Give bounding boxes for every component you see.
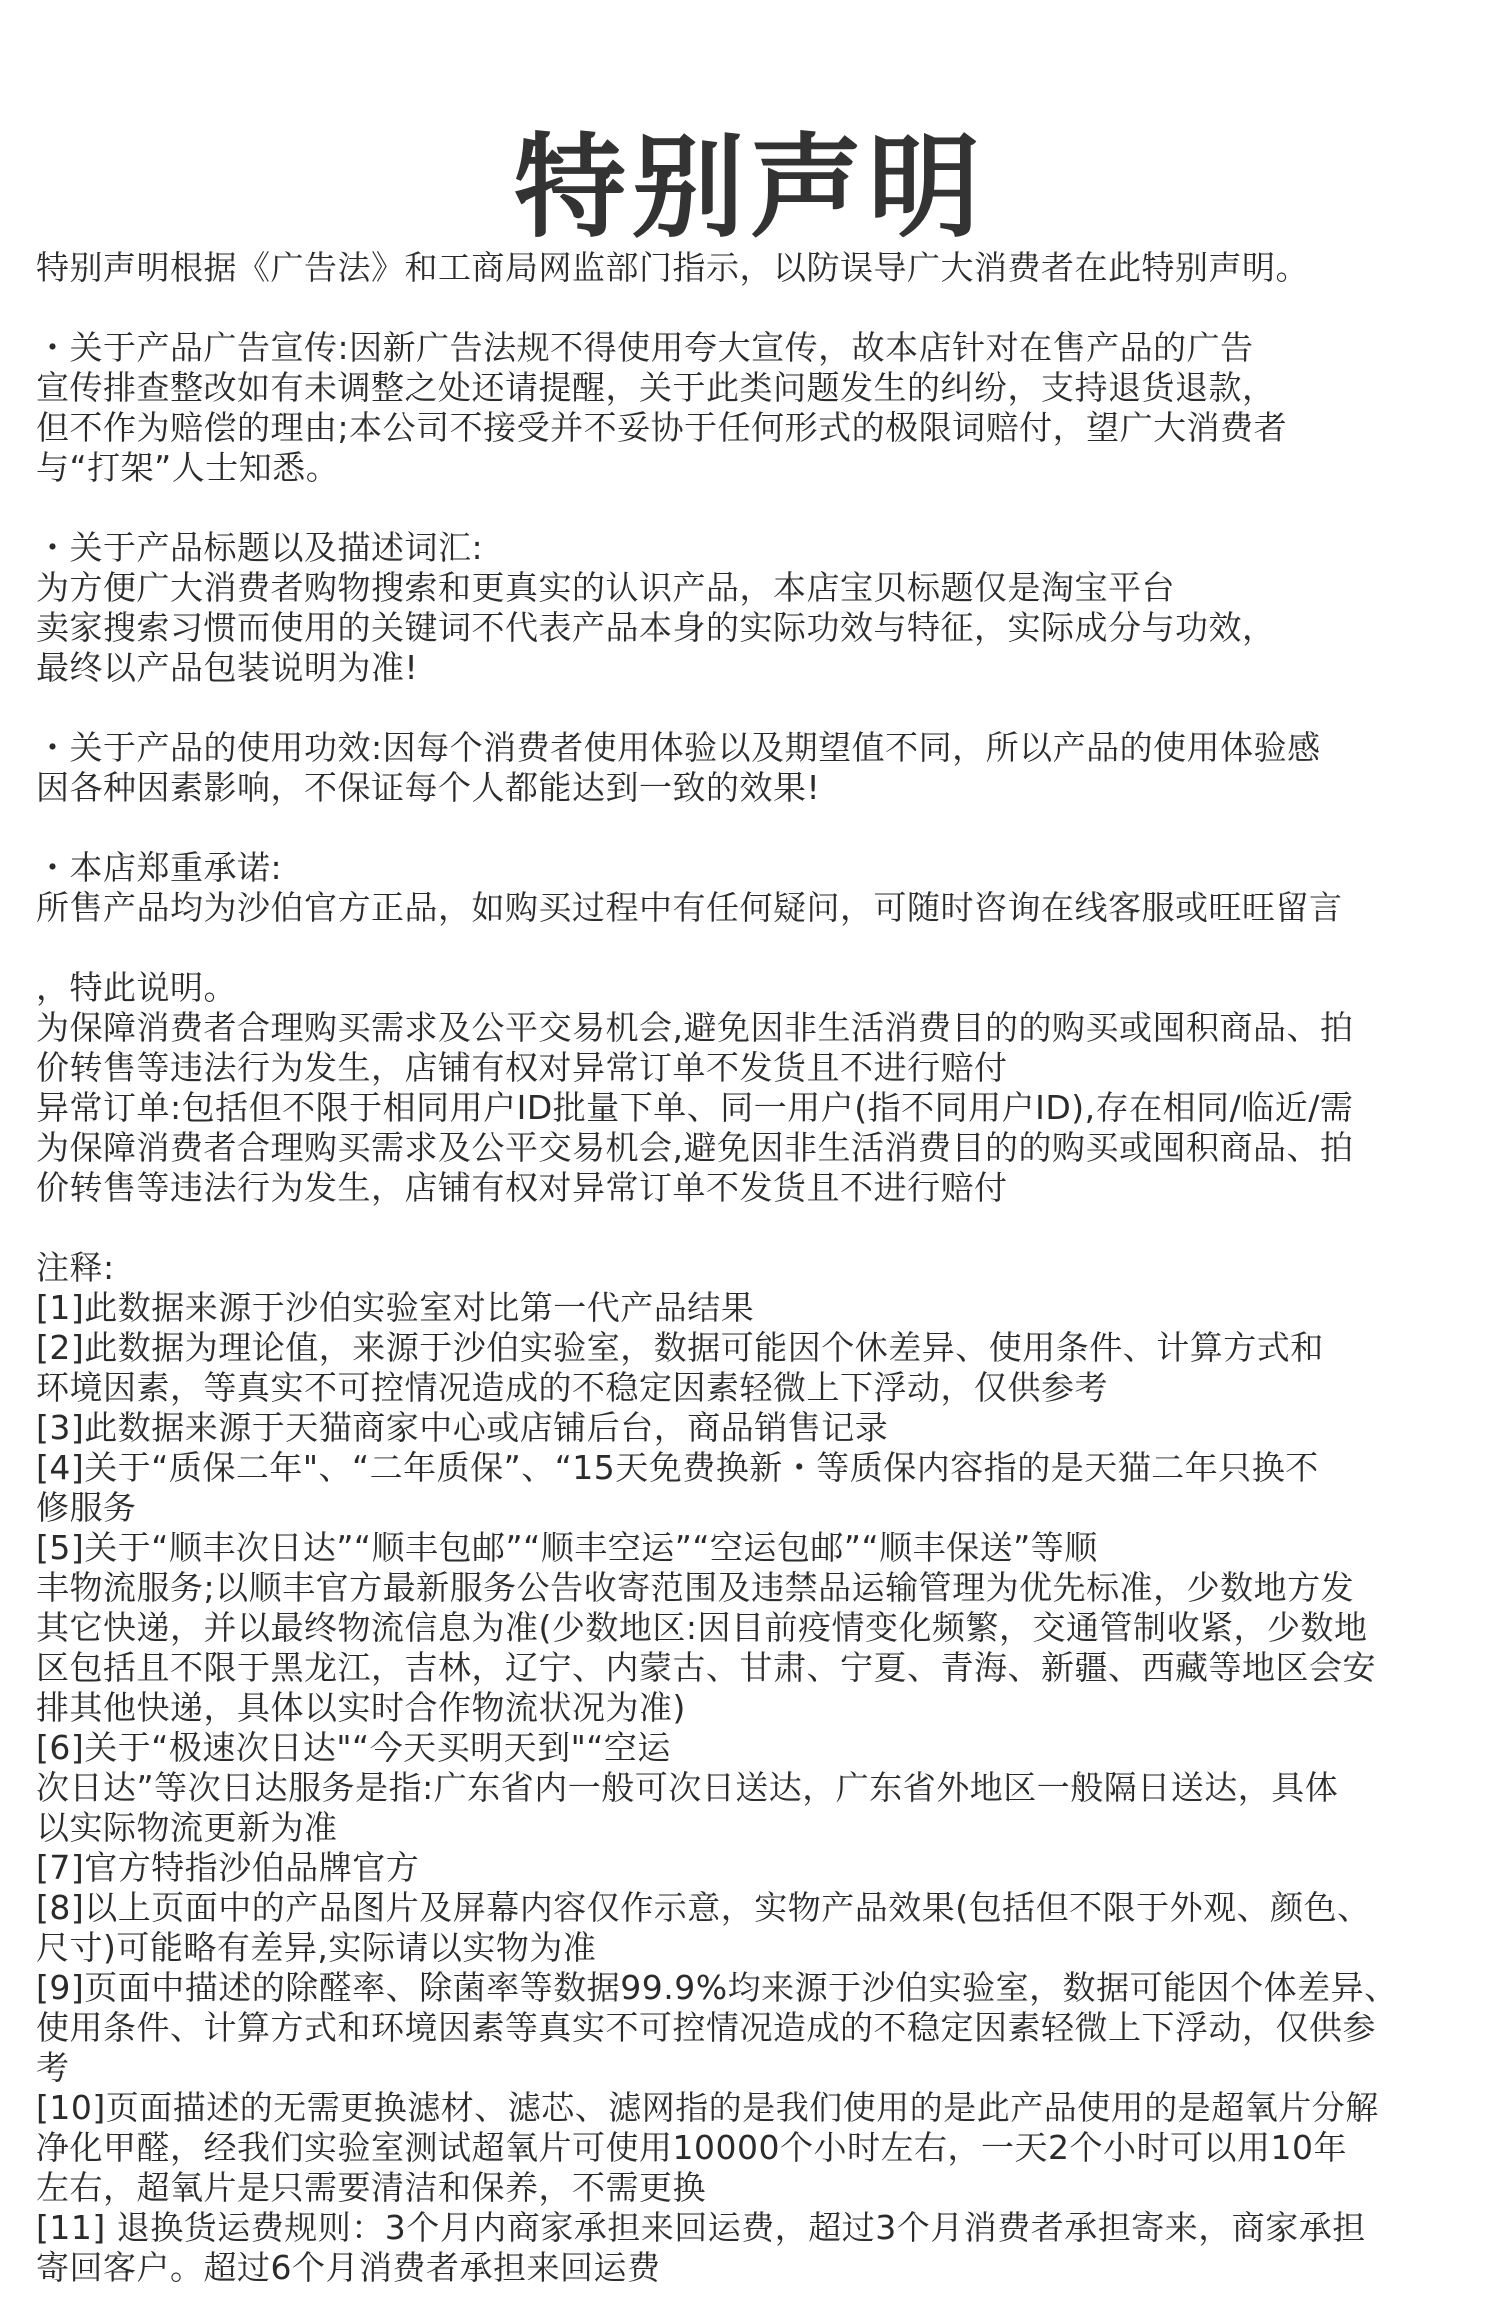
text-line: 使用条件、计算方式和环境因素等真实不可控情况造成的不稳定因素轻微上下浮动，仅供参 [36, 2008, 1376, 2047]
text-line: 所售产品均为沙伯官方正品，如购买过程中有任何疑问，可随时咨询在线客服或旺旺留言 [36, 888, 1343, 927]
text-line: 宣传排查整改如有未调整之处还请提醒，关于此类问题发生的纠纷，支持退货退款， [36, 368, 1276, 407]
text-line: 次日达”等次日达服务是指:广东省内一般可次日送达，广东省外地区一般隔日送达，具体 [36, 1768, 1339, 1807]
page-title: 特别声明 [514, 123, 986, 253]
text-line: [11] 退换货运费规则：3个月内商家承担来回运费，超过3个月消费者承担寄来，商家承担 [36, 2208, 1366, 2247]
text-line: ・本店郑重承诺: [36, 848, 283, 887]
text-line: 特别声明根据《广告法》和工商局网监部门指示，以防误导广大消费者在此特别声明。 [36, 248, 1309, 287]
text-line: [4]关于“质保二年"、“二年质保”、“15天免费换新・等质保内容指的是天猫二年只换不 [36, 1448, 1319, 1487]
text-line: 价转售等违法行为发生，店铺有权对异常订单不发货且不进行赔付 [36, 1168, 1008, 1207]
text-line: 左右，超氧片是只需要清洁和保养，不需更换 [36, 2168, 706, 2207]
text-line: ・关于产品的使用功效:因每个消费者使用体验以及期望值不同，所以产品的使用体验感 [36, 728, 1321, 767]
text-line: [5]关于“顺丰次日达”“顺丰包邮”“顺丰空运”“空运包邮”“顺丰保送”等顺 [36, 1528, 1098, 1567]
text-line: 因各种因素影响，不保证每个人都能达到一致的效果! [36, 768, 821, 807]
blank-line [36, 288, 1476, 328]
text-line: 卖家搜索习惯而使用的关键词不代表产品本身的实际功效与特征，实际成分与功效， [36, 608, 1276, 647]
text-line: 尺寸)可能略有差异,实际请以实物为准 [36, 1928, 597, 1967]
text-line: 考 [36, 2048, 70, 2087]
text-line: 价转售等违法行为发生，店铺有权对异常订单不发货且不进行赔付 [36, 1048, 1008, 1087]
text-line: [7]官方特指沙伯品牌官方 [36, 1848, 420, 1887]
text-line: [3]此数据来源于天猫商家中心或店铺后台，商品销售记录 [36, 1408, 889, 1447]
text-line: 其它快递，并以最终物流信息为准(少数地区:因目前疫情变化频繁，交通管制收紧，少数地 [36, 1608, 1368, 1647]
text-line: 净化甲醛，经我们实验室测试超氧片可使用10000个小时左右，一天2个小时可以用10年 [36, 2128, 1347, 2167]
text-line: ・关于产品标题以及描述词汇: [36, 528, 484, 567]
text-line: 为保障消费者合理购买需求及公平交易机会,避免因非生活消费目的的购买或囤积商品、拍 [36, 1128, 1354, 1167]
blank-line [36, 928, 1476, 968]
text-line: 环境因素，等真实不可控情况造成的不稳定因素轻微上下浮动，仅供参考 [36, 1368, 1108, 1407]
text-line: 丰物流服务;以顺丰官方最新服务公告收寄范围及违禁品运输管理为优先标准，少数地方发 [36, 1568, 1355, 1607]
text-line: 排其他快递，具体以实时合作物流状况为准) [36, 1688, 686, 1727]
text-line: 异常订单:包括但不限于相同用户ID批量下单、同一用户(指不同用户ID),存在相同/临近/需 [36, 1088, 1354, 1127]
blank-line [36, 688, 1476, 728]
text-line: ・关于产品广告宣传:因新广告法规不得使用夸大宣传，故本店针对在售产品的广告 [36, 328, 1254, 367]
blank-line [36, 488, 1476, 528]
statement-body [36, 248, 1476, 2288]
blank-line [36, 808, 1476, 848]
bottom-edge [0, 2308, 1500, 2322]
text-line: [8]以上页面中的产品图片及屏幕内容仅作示意，实物产品效果(包括但不限于外观、颜色、 [36, 1888, 1371, 1927]
text-line: [6]关于“极速次日达"“今天买明天到"“空运 [36, 1728, 671, 1767]
text-line: 为保障消费者合理购买需求及公平交易机会,避免因非生活消费目的的购买或囤积商品、拍 [36, 1008, 1354, 1047]
text-line: [10]页面描述的无需更换滤材、滤芯、滤网指的是我们使用的是此产品使用的是超氧片分解 [36, 2088, 1379, 2127]
text-line: 与“打架”人士知悉。 [36, 448, 340, 487]
text-line: 以实际物流更新为准 [36, 1808, 338, 1847]
text-line: 注释: [36, 1248, 115, 1287]
text-line: 最终以产品包装说明为准! [36, 648, 419, 687]
text-line: 寄回客户。超过6个月消费者承担来回运费 [36, 2248, 661, 2287]
text-line: 但不作为赔偿的理由;本公司不接受并不妥协于任何形式的极限词赔付，望广大消费者 [36, 408, 1288, 447]
text-line: 为方便广大消费者购物搜索和更真实的认识产品，本店宝贝标题仅是淘宝平台 [36, 568, 1175, 607]
text-line: [2]此数据为理论值，来源于沙伯实验室，数据可能因个休差异、使用条件、计算方式和 [36, 1328, 1324, 1367]
blank-line [36, 1208, 1476, 1248]
text-line: 修服务 [36, 1488, 137, 1527]
text-line: ，特此说明。 [36, 968, 237, 1007]
text-line: [1]此数据来源于沙伯实验室对比第一代产品结果 [36, 1288, 755, 1327]
text-line: [9]页面中描述的除醛率、除菌率等数据99.9%均来源于沙伯实验室，数据可能因个体差异、 [36, 1968, 1398, 2007]
text-line: 区包括且不限于黑龙江，吉林，辽宁、内蒙古、甘肃、宁夏、青海、新疆、西藏等地区会安 [36, 1648, 1376, 1687]
